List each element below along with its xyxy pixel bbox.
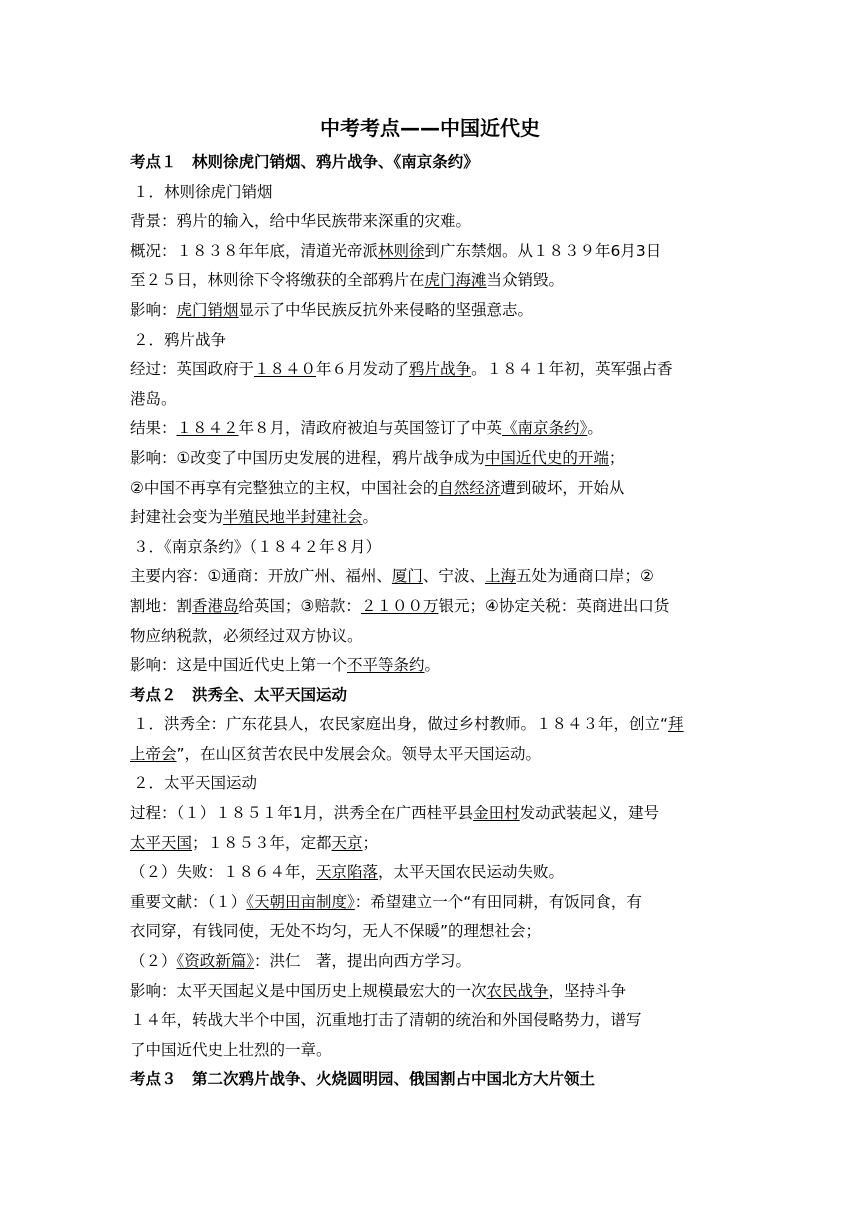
text-segment: 主要内容：①通商：开放广州、福州、 — [130, 567, 392, 586]
text-segment: 结果： — [130, 419, 177, 438]
text-segment: 衣同穿，有钱同使，无处不均匀，无人不保暖”的理想社会； — [130, 922, 542, 941]
text-line — [130, 888, 740, 918]
text-segment: ３．《南京条约》（１８４２年８月） — [133, 537, 382, 556]
text-segment: 影响：太平天国起义是中国历史上规模最宏大的一次 — [130, 981, 487, 1000]
text-segment: 显示了中华民族反抗外来侵略的坚强意志。 — [238, 300, 534, 319]
text-segment: 年８月，清政府被迫与英国签订了中英 — [238, 419, 503, 438]
underlined-keyword: 中国近代史的开端 — [484, 448, 609, 467]
text-line — [130, 1036, 740, 1066]
text-segment: 影响： — [130, 300, 177, 319]
text-segment: 港岛。 — [130, 389, 177, 408]
text-segment: ； — [362, 833, 379, 852]
text-segment: ”，在山区贫苦农民中发展会众。领导太平天国运动。 — [176, 744, 542, 763]
text-line — [130, 622, 740, 652]
text-segment: 、宁波、 — [422, 567, 485, 586]
underlined-keyword: 上帝会 — [130, 744, 177, 763]
text-segment: 五处为通商口岸；② — [515, 567, 654, 586]
text-segment: 背景：鸦片的输入，给中华民族带来深重的灾难。 — [130, 212, 472, 231]
text-segment: １．洪秀全：广东花县人，农民家庭出身，做过乡村教师。１８４３年，创立“ — [133, 715, 669, 734]
underlined-keyword: 厦门 — [391, 567, 423, 586]
underlined-keyword: 《天朝田亩制度》 — [246, 892, 355, 911]
underlined-keyword: 鸦片战争 — [409, 360, 472, 379]
text-line — [130, 444, 740, 474]
text-segment: 给英国；③赔款： — [238, 596, 361, 615]
text-segment: ②中国不再享有完整独立的主权，中国社会的 — [130, 478, 439, 497]
text-segment: 影响：这是中国近代史上第一个 — [130, 656, 348, 675]
text-segment: 影响：①改变了中国历史发展的进程，鸦片战争成为 — [130, 448, 485, 467]
text-line — [130, 562, 740, 592]
text-segment: ：洪仁 著，提出向西方学习。 — [254, 952, 472, 971]
text-line — [130, 503, 740, 533]
underlined-keyword: 《南京条约》 — [502, 419, 588, 438]
text-line — [130, 178, 740, 208]
text-segment: 。 — [362, 508, 379, 527]
underlined-keyword: 天京陷落 — [316, 863, 379, 882]
text-segment: ； — [608, 448, 625, 467]
underlined-keyword: 上海 — [484, 567, 516, 586]
text-line — [130, 326, 740, 356]
text-segment: ：希望建立一个“有田同耕，有饭同食，有 — [354, 892, 642, 911]
underlined-keyword: 虎门海滩 — [424, 271, 487, 290]
text-line — [130, 799, 740, 829]
text-line — [130, 414, 740, 444]
text-segment: 当众销毁。 — [486, 271, 565, 290]
text-line — [130, 917, 740, 947]
text-segment: 遭到破坏，开始从 — [500, 478, 625, 497]
underlined-keyword: 自然经济 — [438, 478, 501, 497]
text-line — [130, 385, 740, 415]
underlined-keyword: 虎门销烟 — [176, 300, 239, 319]
underlined-keyword: 香港岛 — [192, 596, 239, 615]
text-line — [130, 769, 740, 799]
text-segment: （２） — [130, 952, 177, 971]
text-segment: 到广东禁烟。从１８３９年6月3日 — [424, 241, 662, 260]
text-segment: 银元；④协定关税：英商进出口货 — [438, 596, 670, 615]
text-segment: 割地：割 — [130, 596, 193, 615]
underlined-keyword: 《资政新篇》 — [176, 952, 255, 971]
text-segment: 。 — [587, 419, 603, 438]
underlined-keyword: 拜 — [668, 715, 684, 734]
text-segment: 概况：１８３８年年底，清道光帝派 — [130, 241, 379, 260]
text-segment: 了中国近代史上壮烈的一章。 — [130, 1040, 332, 1059]
underlined-keyword: １８４２ — [176, 419, 239, 438]
text-segment: 经过：英国政府于 — [130, 360, 255, 379]
text-line — [130, 947, 740, 977]
underlined-keyword: 天京 — [331, 833, 363, 852]
text-line — [130, 207, 740, 237]
text-line — [130, 977, 740, 1007]
underlined-keyword: 半殖民地半封建社会 — [223, 508, 363, 527]
text-segment: 考点２ 洪秀全、太平天国运动 — [130, 685, 348, 704]
text-segment: （２）失败：１８６４年， — [130, 863, 317, 882]
text-line — [130, 710, 740, 740]
text-segment: 过程：（１）１８５１年1月，洪秀全在广西桂平县 — [130, 804, 474, 823]
text-line — [130, 592, 740, 622]
text-segment: ２．鸦片战争 — [133, 330, 227, 349]
text-line — [130, 858, 740, 888]
text-line — [130, 474, 740, 504]
text-segment: ；１８５３年，定都 — [192, 833, 332, 852]
text-segment: 考点３ 第二次鸦片战争、火烧圆明园、俄国割占中国北方大片领土 — [130, 1070, 596, 1089]
underlined-keyword: 不平等条约 — [347, 656, 425, 675]
underlined-keyword: １８４０ — [254, 360, 317, 379]
text-line — [130, 740, 740, 770]
text-segment: 。１８４１年初，英军强占香 — [471, 360, 673, 379]
text-segment: 。 — [424, 656, 441, 675]
section-heading — [130, 148, 740, 178]
section-heading — [130, 1065, 740, 1095]
section-heading — [130, 681, 740, 711]
text-segment: 至２５日，林则徐下令将缴获的全部鸦片在 — [130, 271, 425, 290]
text-segment: １．林则徐虎门销烟 — [133, 182, 273, 201]
text-segment: 物应纳税款，必须经过双方协议。 — [130, 626, 363, 645]
text-segment: 发动武装起义，建号 — [519, 804, 660, 823]
page-title: 中考考点——中国近代史 — [320, 116, 540, 140]
text-segment: １４年，转战大半个中国，沉重地打击了清朝的统治和外国侵略势力，谱写 — [130, 1011, 642, 1030]
underlined-keyword: 农民战争 — [486, 981, 549, 1000]
underlined-keyword: 金田村 — [473, 804, 520, 823]
text-line — [130, 829, 740, 859]
text-segment: 重要文献：（１） — [130, 892, 247, 911]
text-line — [130, 266, 740, 296]
text-segment: ，太平天国农民运动失败。 — [378, 863, 565, 882]
text-segment: 封建社会变为 — [130, 508, 224, 527]
text-line — [130, 296, 740, 326]
underlined-keyword: 林则徐 — [378, 241, 425, 260]
text-line — [130, 533, 740, 563]
text-line — [130, 1006, 740, 1036]
text-segment: 年６月发动了 — [316, 360, 410, 379]
document-body — [130, 148, 740, 1095]
underlined-keyword: 太平天国 — [130, 833, 193, 852]
text-line — [130, 651, 740, 681]
underlined-keyword: ２１００万 — [360, 596, 439, 615]
text-segment: 考点１ 林则徐虎门销烟、鸦片战争、《南京条约》 — [130, 153, 479, 171]
text-line — [130, 355, 740, 385]
text-line — [130, 237, 740, 267]
text-segment: ２．太平天国运动 — [133, 774, 258, 793]
text-segment: ，坚持斗争 — [548, 981, 627, 1000]
